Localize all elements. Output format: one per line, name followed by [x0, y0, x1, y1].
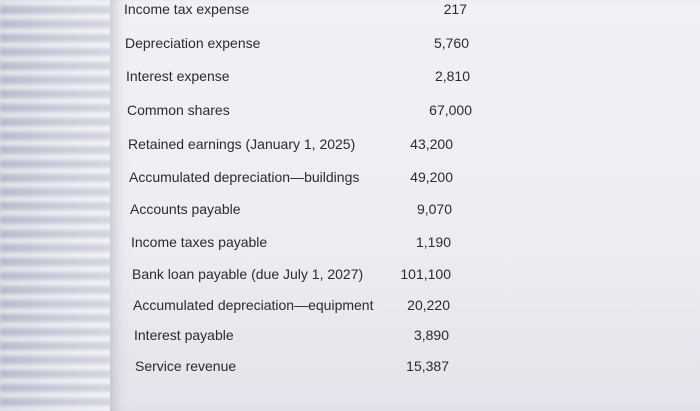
table-row: [110, 31, 700, 55]
row-value: 3,890: [413, 327, 449, 343]
row-value: 1,190: [415, 234, 451, 250]
row-value: 5,760: [433, 35, 469, 51]
row-label: Interest payable: [134, 327, 234, 343]
row-label: Bank loan payable (due July 1, 2027): [132, 266, 364, 282]
row-label: Accumulated depreciation—buildings: [129, 169, 360, 185]
table-row: [110, 230, 700, 254]
row-label: Income tax expense: [124, 1, 250, 17]
row-value: 43,200: [410, 136, 453, 152]
table-row: [110, 354, 700, 378]
table-row: [110, 262, 700, 286]
row-value: 15,387: [406, 358, 449, 374]
row-value: 49,200: [410, 169, 453, 185]
table-row: [110, 165, 700, 189]
table-row: [110, 132, 700, 156]
row-label: Accounts payable: [130, 201, 241, 217]
row-label: Service revenue: [135, 358, 237, 374]
row-value: 67,000: [429, 102, 472, 118]
row-value: 20,220: [407, 297, 450, 313]
row-label: Depreciation expense: [125, 35, 261, 51]
row-value: 217: [443, 1, 467, 17]
row-value: 9,070: [416, 201, 452, 217]
row-value: 2,810: [434, 68, 470, 84]
row-label: Interest expense: [126, 68, 230, 84]
document-page: [110, 0, 700, 411]
row-label: Income taxes payable: [131, 234, 268, 250]
table-row: [110, 323, 700, 347]
row-label: Retained earnings (January 1, 2025): [128, 136, 356, 152]
table-row: [110, 293, 700, 317]
table-row: [110, 64, 700, 88]
table-row: [110, 0, 700, 21]
row-value: 101,100: [400, 266, 451, 282]
blurred-background: [0, 0, 118, 411]
table-row: [110, 98, 700, 122]
row-label: Common shares: [127, 102, 230, 118]
table-row: [110, 197, 700, 221]
row-label: Accumulated depreciation—equipment: [133, 297, 374, 313]
